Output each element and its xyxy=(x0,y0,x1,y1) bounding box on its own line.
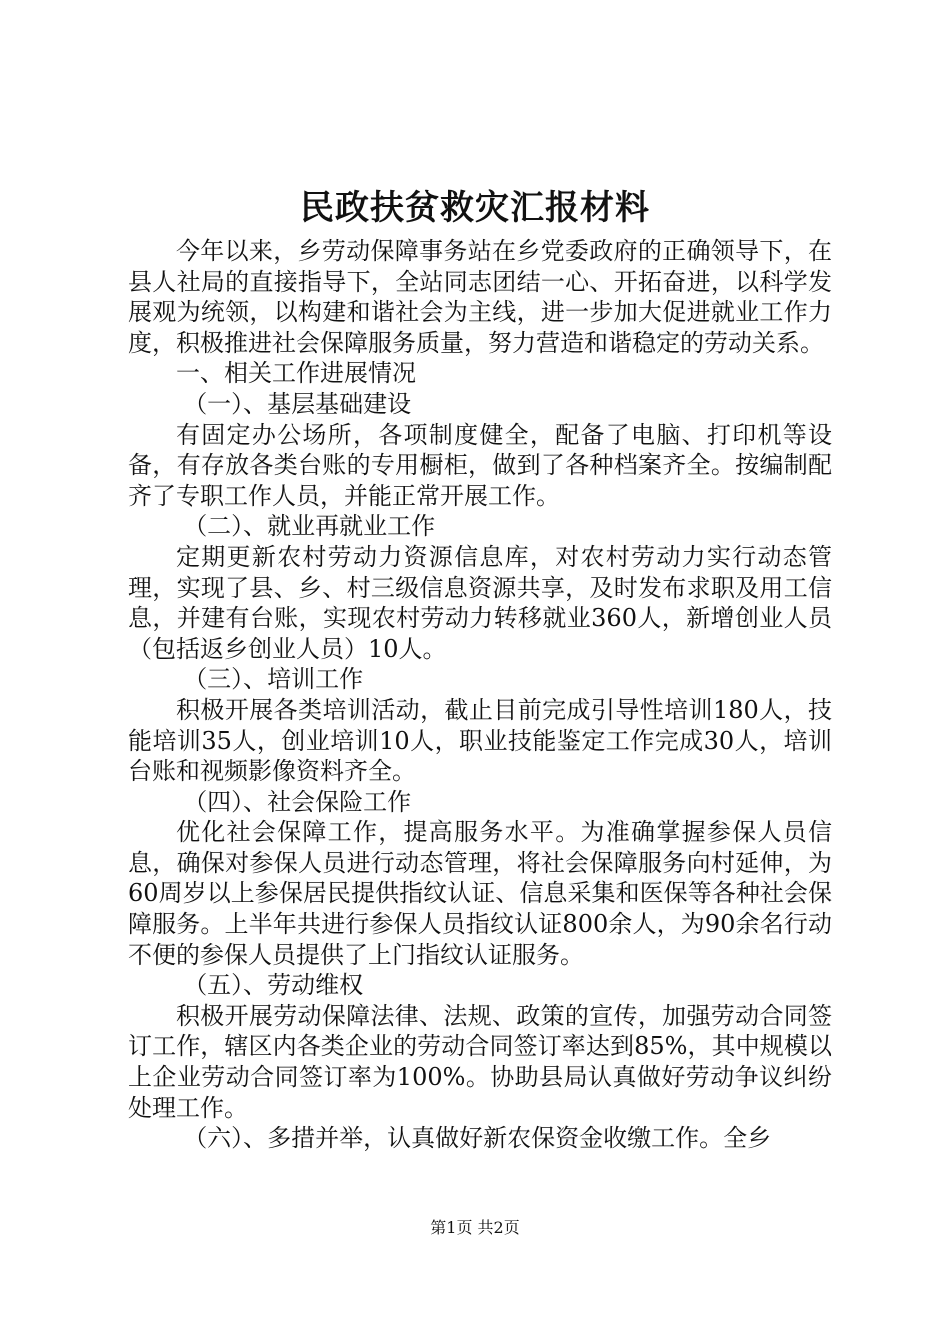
document-body xyxy=(128,236,832,1154)
body-paragraph: 积极开展各类培训活动，截止目前完成引导性培训180人，技能培训35人，创业培训10人，职业技能鉴定工作完成30人，培训台账和视频影像资料齐全。 xyxy=(128,695,832,786)
intro-paragraph: 今年以来，乡劳动保障事务站在乡党委政府的正确领导下，在县人社局的直接指导下，全站同志团结一心、开拓奋进，以科学发展观为统领，以构建和谐社会为主线，进一步加大促进就业工作力度，积极推进社会保障服务质量，努力营造和谐稳定的劳动关系。 xyxy=(128,237,832,357)
body-paragraph: 定期更新农村劳动力资源信息库，对农村劳动力实行动态管理，实现了县、乡、村三级信息资源共享，及时发布求职及用工信息，并建有台账，实现农村劳动力转移就业360人，新增创业人员（包括返乡创业人员）10人。 xyxy=(128,542,832,663)
subsection-heading: （六）、多措并举，认真做好新农保资金收缴工作。全乡 xyxy=(183,1124,772,1153)
subsection-heading: （一）、基层基础建设 xyxy=(183,389,412,418)
section-heading: 一、相关工作进展情况 xyxy=(176,359,416,388)
subsection-heading: （五）、劳动维权 xyxy=(183,971,364,1000)
subsection-heading: （四）、社会保险工作 xyxy=(183,787,412,816)
body-paragraph: 有固定办公场所，各项制度健全，配备了电脑、打印机等设备，有存放各类台账的专用橱柜，做到了各种档案齐全。按编制配齐了专职工作人员，并能正常开展工作。 xyxy=(128,420,832,510)
document-title: 民政扶贫救灾汇报材料 xyxy=(300,188,650,228)
body-paragraph: 优化社会保障工作，提高服务水平。为准确掌握参保人员信息，确保对参保人员进行动态管理，将社会保障服务向村延伸，为60周岁以上参保居民提供指纹认证、信息采集和医保等各种社会保障服务。上半年共进行参保人员指纹认证800余人，为90余名行动不便的参保人员提供了上门指纹认证服务。 xyxy=(128,818,832,969)
subsection-heading: （三）、培训工作 xyxy=(183,665,364,694)
body-paragraph: 积极开展劳动保障法律、法规、政策的宣传，加强劳动合同签订工作，辖区内各类企业的劳动合同签订率达到85%，其中规模以上企业劳动合同签订率为100%。协助县局认真做好劳动争议纠纷处理工作。 xyxy=(128,1001,832,1122)
page-number: 第1页 共2页 xyxy=(430,1218,520,1237)
subsection-heading: （二）、就业再就业工作 xyxy=(183,512,436,541)
